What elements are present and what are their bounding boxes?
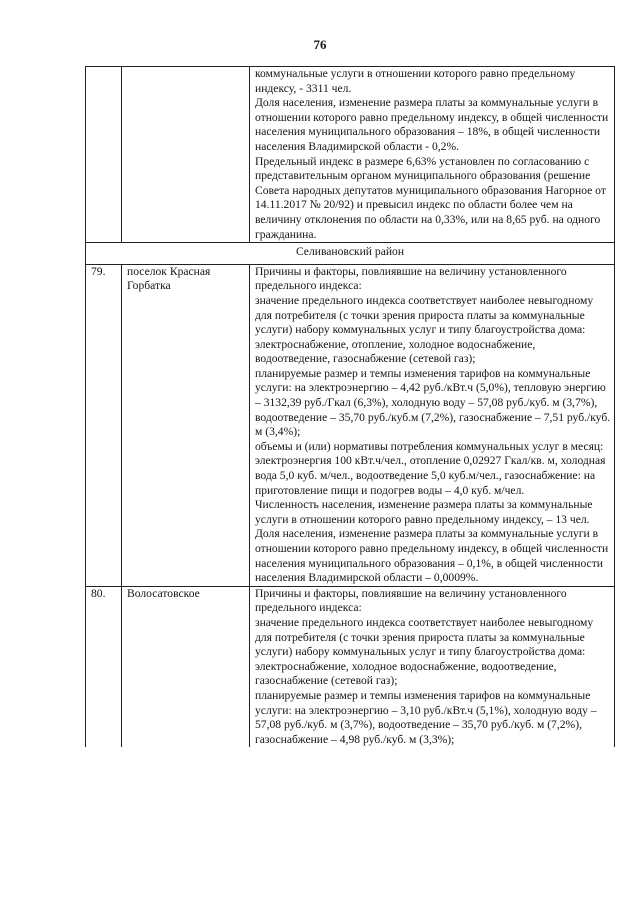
paragraph: Доля населения, изменение размера платы за коммунальные услуги в отношении которого равно предельному индексу, в общей численности населения муниципального образования – 18%, в общей численности населения Владимирской области - 0,2%.: [255, 96, 609, 153]
page-number: 76: [313, 37, 327, 52]
table-row: [86, 586, 615, 747]
paragraph: значение предельного индекса соответствует наиболее невыгодному для потребителя (с точки зрения прироста платы за коммунальные услуги) набору коммунальных услуг и типу благоустройства дома: электроснабжение, отопление, холодное водоснабжение, водоотведение, газоснабжение (сетевой газ);: [255, 293, 594, 366]
paragraph: Предельный индекс в размере 6,63% установлен по согласованию с представительным органом муниципального образования (решение Совета народных депутатов муниципального образования Нагорное от 14.11.2017 № 20/92) и превысил индекс по области более чем на величину отклонения по области на 0,33%, или на 8,65 руб. на одного гражданина.: [255, 154, 606, 241]
municipality-name: поселок Красная Горбатка: [122, 264, 250, 586]
num-cell: [86, 67, 122, 243]
paragraph: объемы и (или) нормативы потребления коммунальных услуг в месяц: электроэнергия 100 кВт.ч/чел., отопление 0,02927 Гкал/кв. м, холодная вода 5,0 куб. м/чел., водоотведение 5,0 куб.м/чел., газоснабжение: на приготовление пищи и подогрев воды – 4,0 куб. м/чел.: [255, 439, 606, 497]
paragraph: значение предельного индекса соответствует наиболее невыгодному для потребителя (с точки зрения прироста платы за коммунальные услуги) набору коммунальных услуг и типу благоустройства дома: электроснабжение, холодное водоснабжение, водоотведение, газоснабжение (сетевой газ);: [255, 615, 594, 688]
paragraph: Причины и факторы, повлиявшие на величину установленного предельного индекса:: [255, 264, 567, 293]
table-row-continuation: [86, 67, 615, 243]
content-cell: [250, 586, 615, 747]
section-title: Селивановский район: [86, 243, 615, 265]
paragraph: Доля населения, изменение размера платы за коммунальные услуги в отношении которого равно предельному индексу, в общей численности населения муниципального образования – 0,1%, в общей численности населения Владимирской области – 0,0009%.: [255, 527, 609, 585]
municipality-name: Волосатовское: [122, 586, 250, 747]
row-number: 79.: [86, 264, 122, 586]
tariff-index-table: [85, 66, 615, 747]
paragraph: планируемые размер и темпы изменения тарифов на коммунальные услуги: на электроэнергию – 4,42 руб./кВт.ч (5,0%), тепловую энергию – 3132,39 руб./Гкал (6,3%), холодную воду – 57,08 руб./куб. м (3,7%), водоотведение – 35,70 руб./куб.м (7,2%), газоснабжение – 7,51 руб./куб. м (3,4%);: [255, 366, 611, 439]
section-row: [86, 243, 615, 265]
paragraph: Численность населения, изменение размера платы за коммунальные услуги в отношении которого равно предельному индексу, – 13 чел.: [255, 498, 593, 526]
row-number: 80.: [86, 586, 122, 747]
content-cell: [250, 264, 615, 586]
paragraph: коммунальные услуги в отношении которого равно предельному индексу, - 3311 чел.: [255, 67, 576, 95]
name-cell: [122, 67, 250, 243]
content-cell: [250, 67, 615, 243]
paragraph: Причины и факторы, повлиявшие на величину установленного предельного индекса:: [255, 586, 567, 615]
paragraph: планируемые размер и темпы изменения тарифов на коммунальные услуги: на электроэнергию – 3,10 руб./кВт.ч (5,1%), холодную воду – 57,08 руб./куб. м (3,7%), водоотведение – 35,70 руб./куб. м (7,2%), газоснабжение – 4,98 руб./куб. м (3,3%);: [255, 688, 597, 746]
table-row: [86, 264, 615, 586]
